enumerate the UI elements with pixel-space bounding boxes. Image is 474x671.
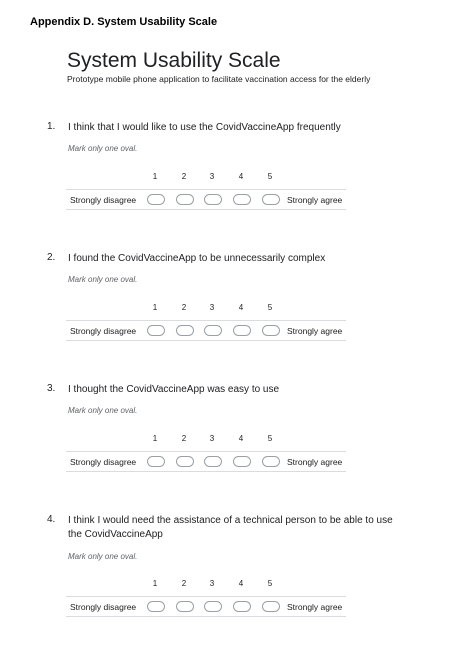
scale-number: 4 [238,303,244,312]
rating-oval-4[interactable] [233,325,251,336]
rating-oval-1[interactable] [147,194,165,205]
rating-oval-1[interactable] [147,456,165,467]
scale-number: 2 [181,579,187,588]
question-hint: Mark only one oval. [68,275,138,284]
scale-low-label: Strongly disagree [70,602,137,612]
rating-oval-1[interactable] [147,325,165,336]
scale-number: 3 [209,434,215,443]
rating-oval-5[interactable] [262,325,280,336]
question-hint: Mark only one oval. [68,406,138,415]
rating-oval-4[interactable] [233,601,251,612]
scale-number: 1 [152,172,158,181]
rating-row [66,320,346,341]
rating-oval-3[interactable] [204,456,222,467]
scale-numbers [141,579,281,591]
rating-oval-5[interactable] [262,601,280,612]
rating-oval-5[interactable] [262,194,280,205]
scale-number: 2 [181,303,187,312]
scale-number: 3 [209,579,215,588]
rating-oval-4[interactable] [233,456,251,467]
form-title: System Usability Scale [67,49,281,72]
rating-oval-4[interactable] [233,194,251,205]
question-number: 4. [47,514,56,525]
scale-numbers [141,172,281,184]
question-number: 2. [47,252,56,263]
scale-low-label: Strongly disagree [70,195,137,205]
question-3 [0,383,474,478]
question-1 [0,121,474,216]
rating-row [66,189,346,210]
rating-oval-2[interactable] [176,456,194,467]
rating-oval-3[interactable] [204,194,222,205]
question-4 [0,514,474,624]
scale-number: 5 [267,579,273,588]
question-number: 1. [47,121,56,132]
question-number: 3. [47,383,56,394]
rating-row [66,451,346,472]
scale-number: 5 [267,434,273,443]
rating-oval-5[interactable] [262,456,280,467]
question-hint: Mark only one oval. [68,144,138,153]
scale-number: 4 [238,434,244,443]
question-text: I found the CovidVaccineApp to be unnecessarily complex [68,253,326,264]
rating-oval-3[interactable] [204,325,222,336]
scale-number: 1 [152,579,158,588]
scale-low-label: Strongly disagree [70,457,137,467]
appendix-heading: Appendix D. System Usability Scale [30,16,218,28]
rating-oval-2[interactable] [176,601,194,612]
rating-oval-2[interactable] [176,194,194,205]
question-text: I thought the CovidVaccineApp was easy to use [68,384,280,395]
question-2 [0,252,474,347]
scale-number: 1 [152,434,158,443]
form-subtitle: Prototype mobile phone application to facilitate vaccination access for the elderly [67,74,371,84]
question-text: I think that I would like to use the CovidVaccineApp frequently [68,122,341,133]
question-text: I think I would need the assistance of a technical person to be able to use the CovidVaccineApp [68,515,393,540]
rating-oval-2[interactable] [176,325,194,336]
scale-number: 5 [267,172,273,181]
scale-high-label: Strongly agree [287,602,343,612]
scale-number: 5 [267,303,273,312]
question-hint: Mark only one oval. [68,552,138,561]
scale-number: 3 [209,303,215,312]
scale-numbers [141,434,281,446]
scale-number: 4 [238,172,244,181]
scale-number: 2 [181,172,187,181]
scale-high-label: Strongly agree [287,195,343,205]
scale-number: 2 [181,434,187,443]
scale-high-label: Strongly agree [287,326,343,336]
scale-low-label: Strongly disagree [70,326,137,336]
rating-oval-1[interactable] [147,601,165,612]
scale-number: 1 [152,303,158,312]
scale-number: 3 [209,172,215,181]
scale-number: 4 [238,579,244,588]
rating-row [66,596,346,617]
scale-high-label: Strongly agree [287,457,343,467]
scale-numbers [141,303,281,315]
rating-oval-3[interactable] [204,601,222,612]
